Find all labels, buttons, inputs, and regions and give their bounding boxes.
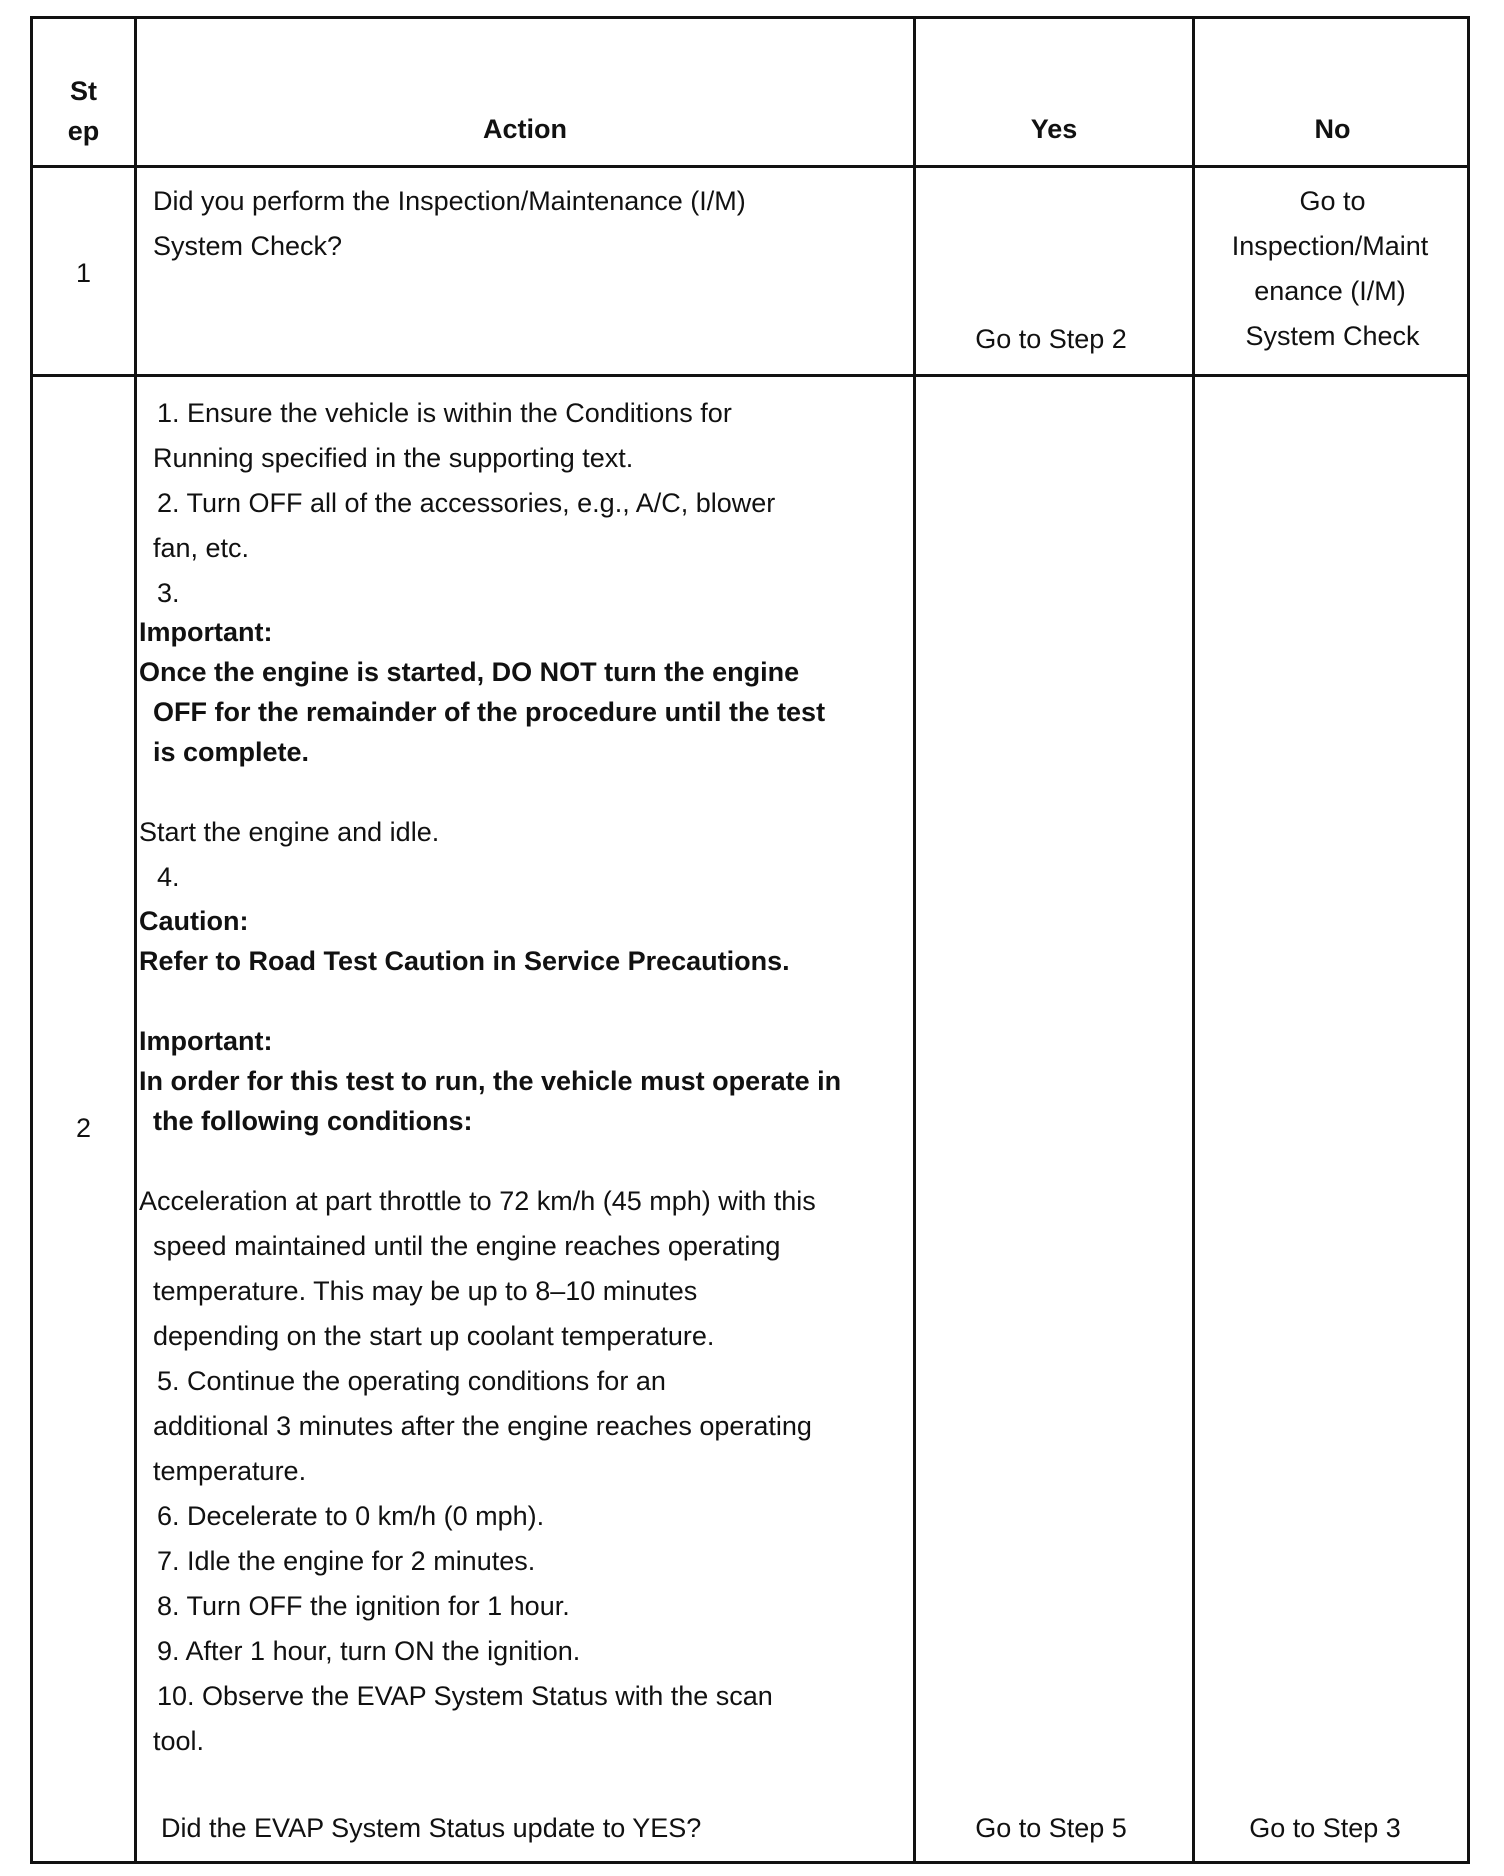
column-divider [913, 19, 916, 1861]
step-item: temperature. [153, 1456, 307, 1486]
step-item: 2. Turn OFF all of the accessories, e.g., A/C, blower [157, 488, 776, 518]
step-item: temperature. This may be up to 8–10 minutes [153, 1276, 698, 1306]
row-divider [33, 165, 1467, 168]
column-divider [134, 19, 137, 1861]
step-item: 4. [157, 862, 180, 892]
row1-action-line: Did you perform the Inspection/Maintenance (I/M) [153, 186, 746, 216]
important-title: Important: [139, 1026, 273, 1056]
header-step [33, 71, 134, 151]
step-item: additional 3 minutes after the engine reaches operating [153, 1411, 812, 1441]
important-text: In order for this test to run, the vehicle must operate in [139, 1066, 842, 1096]
step-item: Acceleration at part throttle to 72 km/h (45 mph) with this [139, 1186, 816, 1216]
step-item: depending on the start up coolant temperature. [153, 1321, 715, 1351]
step-item: 7. Idle the engine for 2 minutes. [157, 1546, 536, 1576]
row1-yes: Go to Step 2 [975, 324, 1127, 354]
step-item: tool. [153, 1726, 205, 1756]
row2-no: Go to Step 3 [1249, 1813, 1401, 1843]
row2-question: Did the EVAP System Status update to YES? [161, 1813, 702, 1843]
step-item: Running specified in the supporting text. [153, 443, 634, 473]
row2-yes: Go to Step 5 [975, 1813, 1127, 1843]
step-item: 3. [157, 578, 180, 608]
step-item: 5. Continue the operating conditions for an [157, 1366, 666, 1396]
step-item: Start the engine and idle. [139, 817, 440, 847]
header-step-line: St [70, 76, 97, 106]
header-yes: Yes [1030, 114, 1078, 144]
diagnostic-table [30, 16, 1470, 1864]
row1-action-line: System Check? [153, 231, 343, 261]
row2-step: 2 [75, 1113, 92, 1143]
important-text: is complete. [153, 737, 310, 767]
step-item: speed maintained until the engine reaches operating [153, 1231, 781, 1261]
row1-step: 1 [75, 258, 92, 288]
header-action: Action [483, 114, 567, 144]
header-step-line: ep [67, 116, 100, 146]
important-text: Once the engine is started, DO NOT turn the engine [139, 657, 800, 687]
row-divider [33, 374, 1467, 377]
step-item: 6. Decelerate to 0 km/h (0 mph). [157, 1501, 545, 1531]
step-item: 1. Ensure the vehicle is within the Conditions for [157, 398, 732, 428]
important-text: OFF for the remainder of the procedure until the test [153, 697, 826, 727]
row1-no-line: System Check [1245, 321, 1420, 351]
important-text: the following conditions: [153, 1106, 473, 1136]
caution-title: Caution: [139, 906, 249, 936]
step-item: 9. After 1 hour, turn ON the ignition. [157, 1636, 581, 1666]
row1-no-line: Go to [1299, 186, 1366, 216]
caution-text: Refer to Road Test Caution in Service Precautions. [139, 946, 790, 976]
row1-no-line: enance (I/M) [1254, 276, 1406, 306]
important-title: Important: [139, 617, 273, 647]
step-item: fan, etc. [153, 533, 250, 563]
step-item: 8. Turn OFF the ignition for 1 hour. [157, 1591, 570, 1621]
step-item: 10. Observe the EVAP System Status with the scan [157, 1681, 773, 1711]
header-no: No [1314, 114, 1351, 144]
row1-no-line: Inspection/Maint [1231, 231, 1429, 261]
